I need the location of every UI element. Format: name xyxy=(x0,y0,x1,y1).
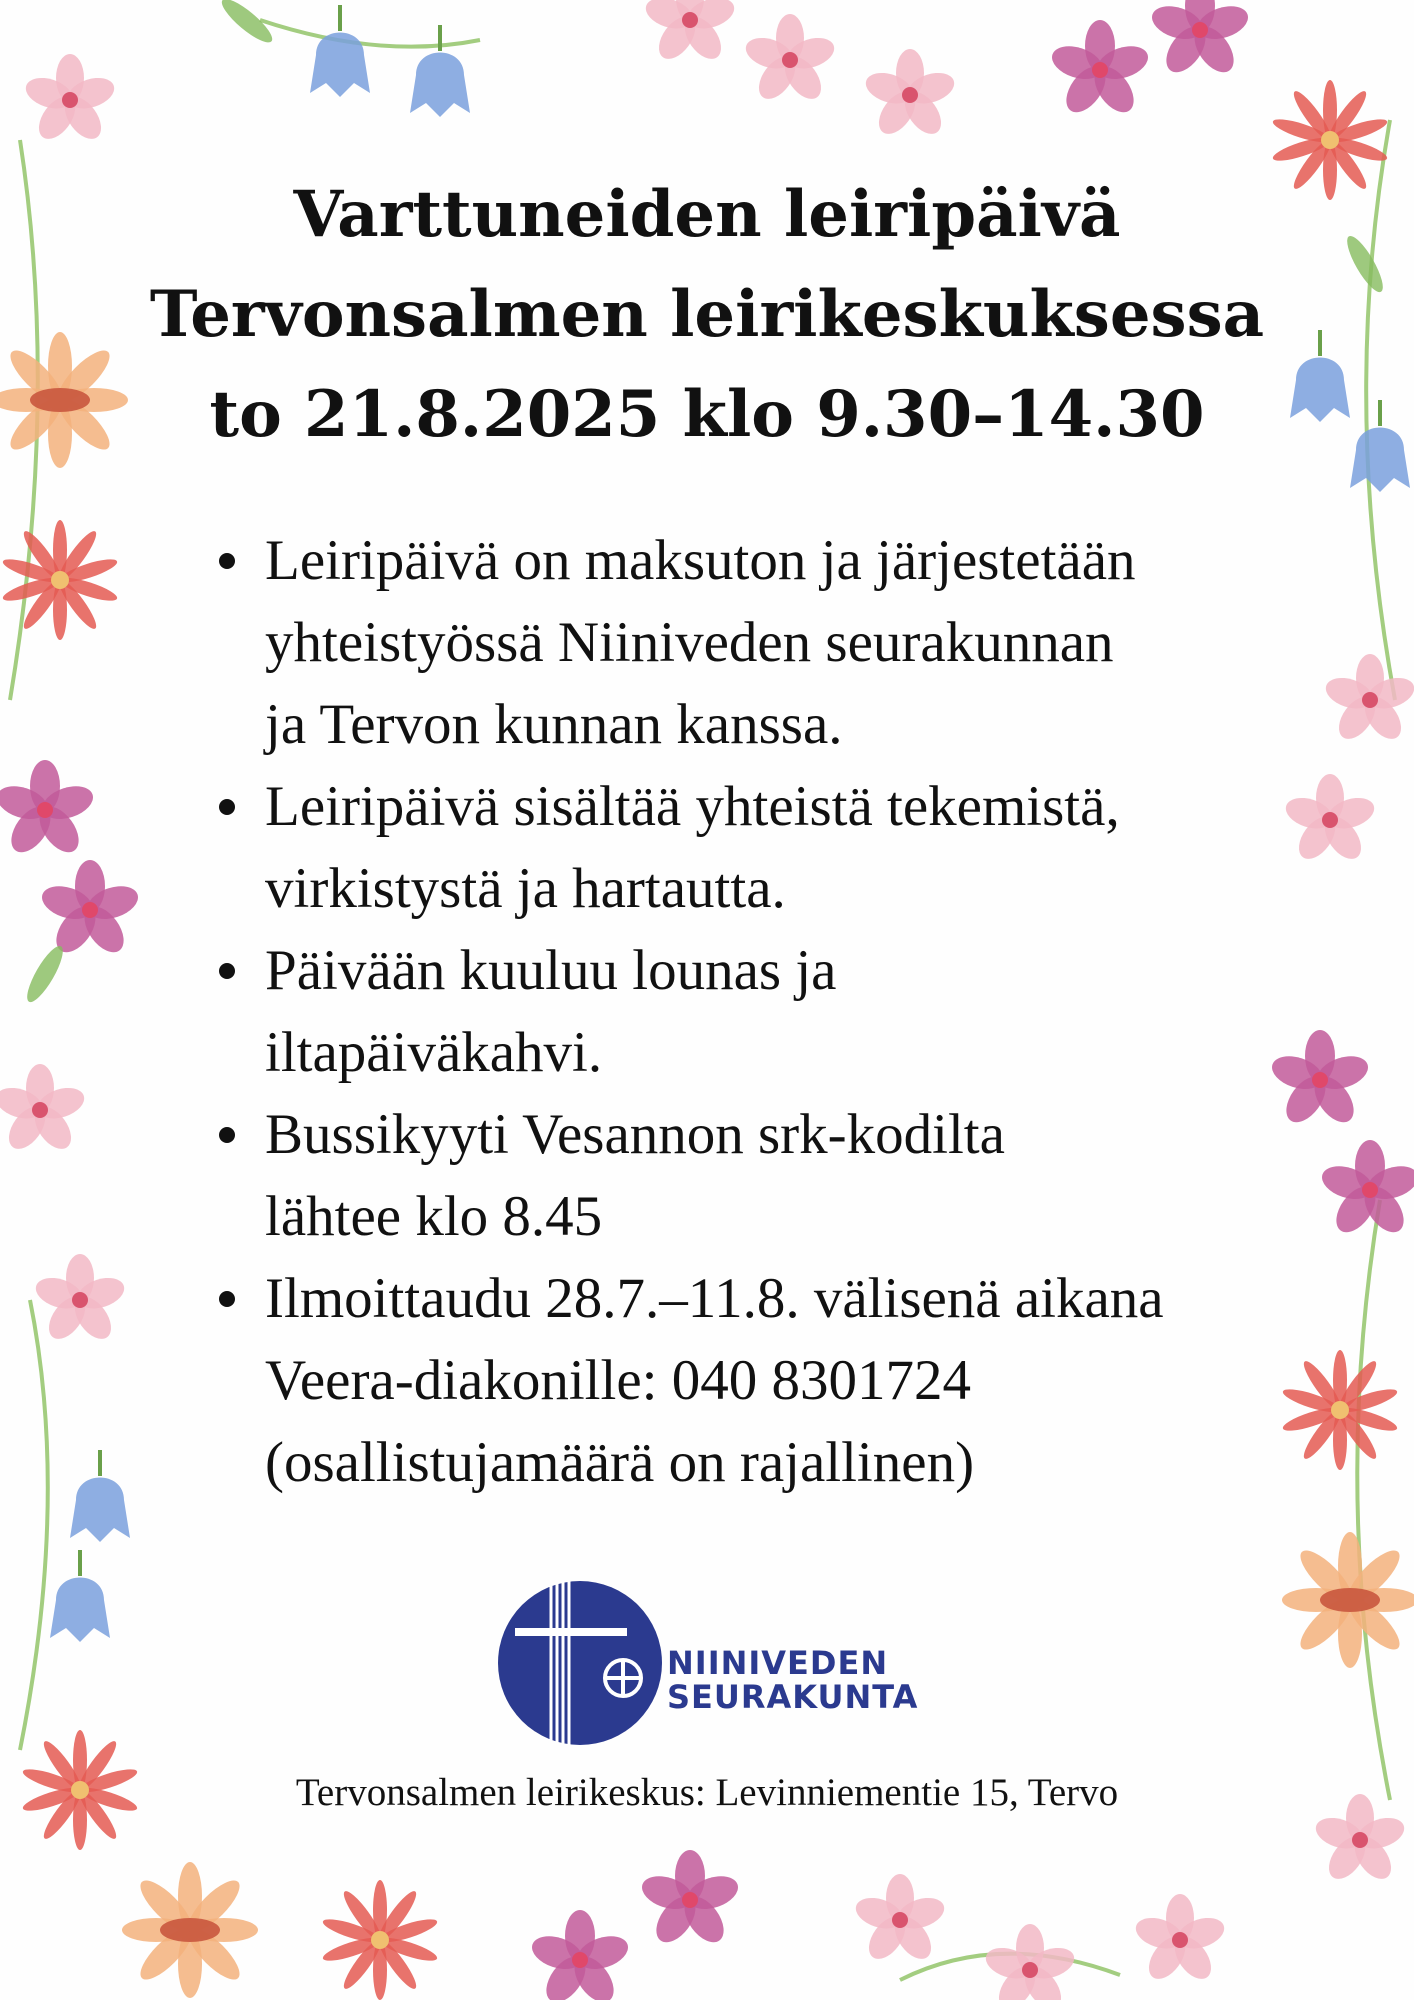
bullet-icon xyxy=(219,553,235,569)
bullet-icon xyxy=(219,799,235,815)
info-item xyxy=(205,1094,1245,1258)
bullet-icon xyxy=(219,1127,235,1143)
info-line: (osallistujamäärä on rajallinen) xyxy=(265,1431,975,1494)
info-line: Leiripäivä on maksuton ja järjestetään xyxy=(265,529,1136,592)
info-item xyxy=(205,930,1245,1094)
info-line: iltapäiväkahvi. xyxy=(265,1021,603,1084)
info-line: Ilmoittaudu 28.7.–11.8. välisenä aikana xyxy=(265,1267,1164,1330)
info-item xyxy=(205,766,1245,930)
bullet-icon xyxy=(219,1291,235,1307)
info-item xyxy=(205,1258,1245,1504)
info-line: Päivään kuuluu lounas ja xyxy=(265,939,837,1002)
title-line-3: to 21.8.2025 klo 9.30–14.30 xyxy=(209,377,1205,452)
title-line-2: Tervonsalmen leirikeskuksessa xyxy=(149,277,1265,352)
info-line: virkistystä ja hartautta. xyxy=(265,857,786,920)
info-line: Leiripäivä sisältää yhteistä tekemistä, xyxy=(265,775,1120,838)
parish-logo xyxy=(495,1578,925,1748)
info-line: yhteistyössä Niiniveden seurakunnan xyxy=(265,611,1114,674)
event-title xyxy=(0,165,1414,465)
info-list xyxy=(205,520,1245,1504)
info-line: lähtee klo 8.45 xyxy=(265,1185,603,1248)
info-line: Bussikyyti Vesannon srk-kodilta xyxy=(265,1103,1005,1166)
logo-name-line-1: NIINIVEDEN xyxy=(667,1644,889,1682)
info-line: Veera-diakonille: 040 8301724 xyxy=(265,1349,971,1412)
info-line: ja Tervon kunnan kanssa. xyxy=(265,693,843,756)
cross-emblem-icon xyxy=(495,1578,665,1748)
footer-address: Tervonsalmen leirikeskus: Levinniementie 15, Tervo xyxy=(295,1771,1119,1814)
title-line-1: Varttuneiden leiripäivä xyxy=(293,177,1121,252)
info-item xyxy=(205,520,1245,766)
bullet-icon xyxy=(219,963,235,979)
logo-name-line-2: SEURAKUNTA xyxy=(667,1678,919,1716)
